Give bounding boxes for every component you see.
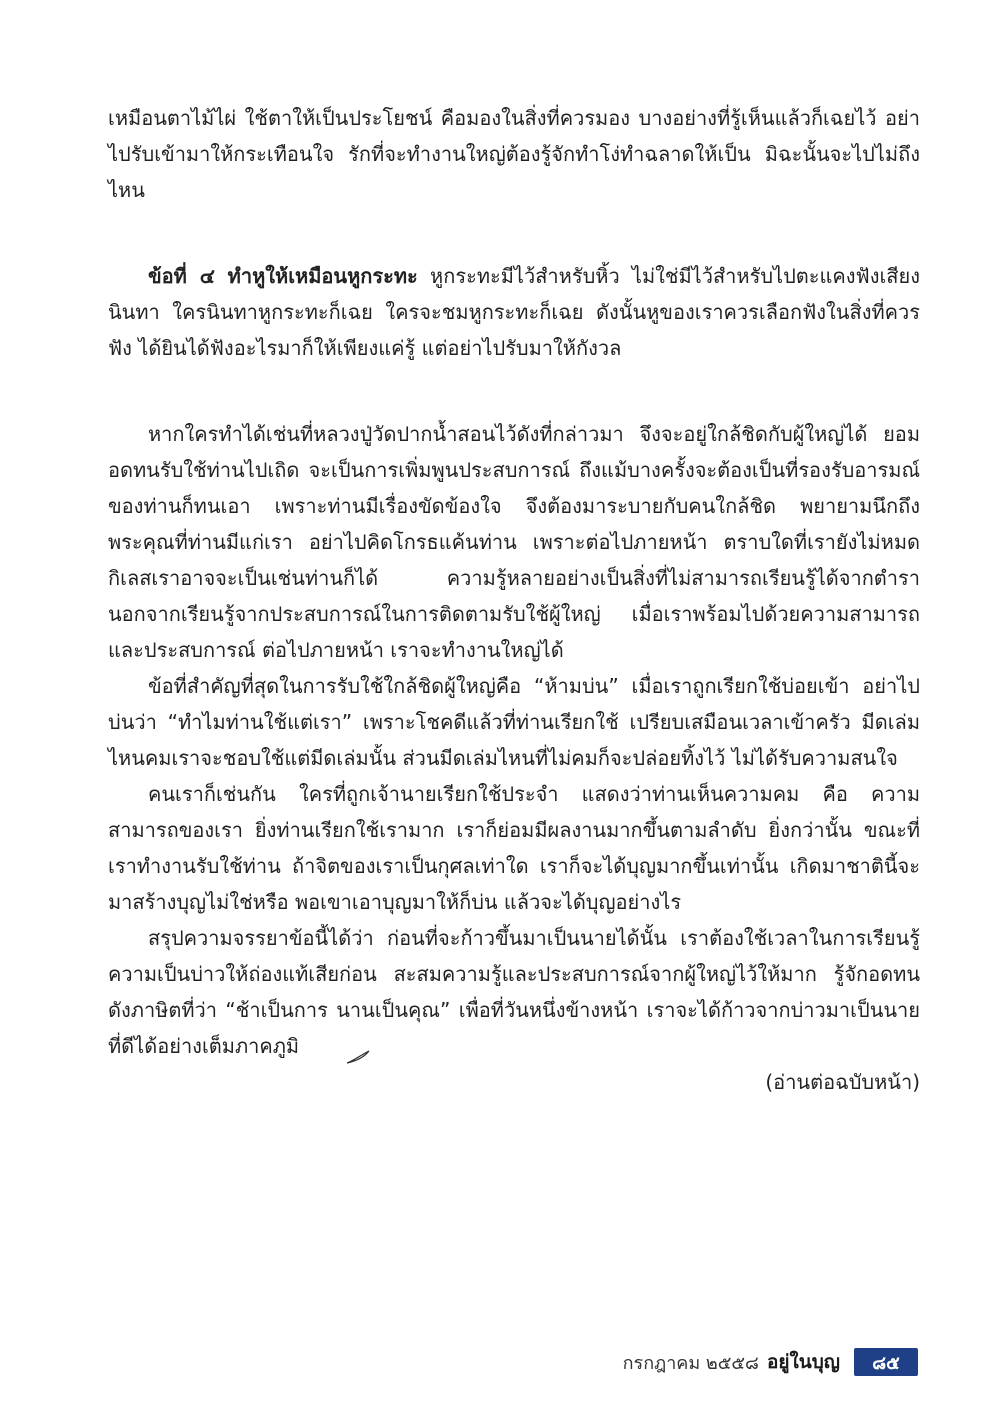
paragraph-6 [108,920,920,1064]
paragraph-3: หากใครทำได้เช่นที่หลวงปู่วัดปากน้ำสอนไว้ดังที่กล่าวมา จึงจะอยู่ใกล้ชิดกับผู้ใหญ่ได้ ยอมอดทนรับใช้ท่านไปเถิด จะเป็นการเพิ่มพูนประสบการณ์ ถึงแม้บางครั้งจะต้องเป็นที่รองรับอารมณ์ของท่านก็ทนเอา เพราะท่านมีเรื่องขัดข้องใจ จึงต้องมาระบายกับคนใกล้ชิด พยายามนึกถึงพระคุณที่ท่านมีแก่เรา อย่าไปคิดโกรธแค้นท่าน เพราะต่อไปภายหน้า ตราบใดที่เรายังไม่หมดกิเลสเราอาจจะเป็นเช่นท่านก็ได้ ความรู้หลายอย่างเป็นสิ่งที่ไม่สามารถเรียนรู้ได้จากตำรา นอกจากเรียนรู้จากประสบการณ์ในการติดตามรับใช้ผู้ใหญ่ เมื่อเราพร้อมไปด้วยความสามารถและประสบการณ์ ต่อไปภายหน้า เราจะทำงานใหญ่ได้ [108,422,920,662]
issue-date: กรกฎาคม ๒๕๕๘ [622,1352,759,1374]
quill-pen-icon [305,1040,331,1056]
page-number-badge: ๘๕ [854,1348,918,1376]
paragraph-4: ข้อที่สำคัญที่สุดในการรับใช้ใกล้ชิดผู้ใหญ่คือ “ห้ามบ่น” เมื่อเราถูกเรียกใช้บ่อยเข้า อย่าไปบ่นว่า “ทำไมท่านใช้แต่เรา” เพราะโชคดีแล้วที่ท่านเรียกใช้ เปรียบเสมือนเวลาเข้าครัว มีดเล่มไหนคมเราจะชอบใช้แต่มีดเล่มนั้น ส่วนมีดเล่มไหนที่ไม่คมก็จะปล่อยทิ้งไว้ ไม่ได้รับความสนใจ [108,674,920,770]
paragraph-2-body: หูกระทะมีไว้สำหรับหิ้ว ไม่ใช่มีไว้สำหรับไปตะแคงฟังเสียงนินทา ใครนินทาหูกระทะก็เฉย ใครจะชมหูกระทะก็เฉย ดังนั้นหูของเราควรเลือกฟังในสิ่งที่ควรฟัง ได้ยินได้ฟังอะไรมาก็ให้เพียงแค่รู้ แต่อย่าไปรับมาให้กังวล [108,264,920,360]
continued-note: (อ่านต่อฉบับหน้า) [765,1070,920,1094]
paragraph-1: เหมือนตาไม้ไผ่ ใช้ตาให้เป็นประโยชน์ คือมองในสิ่งที่ควรมอง บางอย่างที่รู้เห็นแล้วก็เฉยไว้ อย่าไปรับเข้ามาให้กระเทือนใจ รักที่จะทำงานใหญ่ต้องรู้จักทำโง่ทำฉลาดให้เป็น มิฉะนั้นจะไปไม่ถึงไหน [108,106,920,202]
paragraph-6-text: สรุปความจรรยาข้อนี้ได้ว่า ก่อนที่จะก้าวขึ้นมาเป็นนายได้นั้น เราต้องใช้เวลาในการเรียนรู้ความเป็นบ่าวให้ถ่องแท้เสียก่อน สะสมความรู้และประสบการณ์จากผู้ใหญ่ไว้ให้มาก รู้จักอดทนดังภาษิตที่ว่า “ช้าเป็นการ นานเป็นคุณ” เพื่อที่วันหนึ่งข้างหน้า เราจะได้ก้าวจากบ่าวมาเป็นนายที่ดีได้อย่างเต็มภาคภูมิ [108,926,920,1058]
magazine-title: อยู่ในบุญ [766,1351,840,1373]
page-footer [623,1346,918,1378]
paragraph-5: คนเราก็เช่นกัน ใครที่ถูกเจ้านายเรียกใช้ประจำ แสดงว่าท่านเห็นความคม คือ ความสามารถของเรา ยิ่งท่านเรียกใช้เรามาก เราก็ย่อมมีผลงานมากขึ้นตามลำดับ ยิ่งกว่านั้น ขณะที่เราทำงานรับใช้ท่าน ถ้าจิตของเราเป็นกุศลเท่าใด เราก็จะได้บุญมากขึ้นเท่านั้น เกิดมาชาตินี้จะมาสร้างบุญไม่ใช่หรือ พอเขาเอาบุญมาให้ก็บ่น แล้วจะได้บุญอย่างไร [108,782,920,914]
paragraph-2 [108,258,920,366]
paragraph-2-heading: ข้อที่ ๔ ทำหูให้เหมือนหูกระทะ [148,264,418,288]
article-body [108,100,920,1120]
